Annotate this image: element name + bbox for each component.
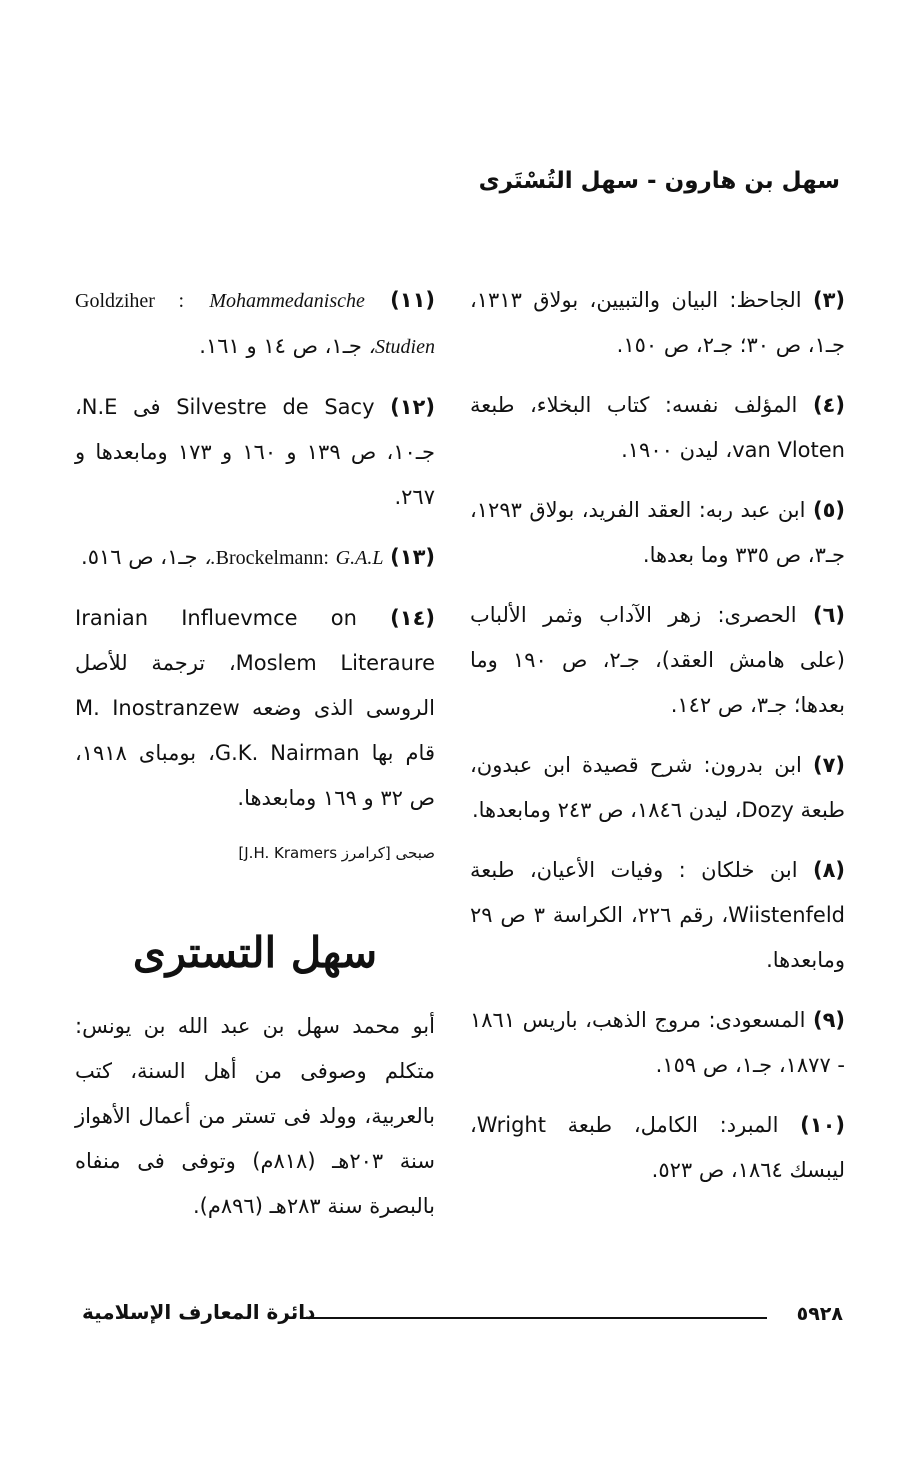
footnote-6: (٦) الحصرى: زهر الآداب وثمر الألباب (على هامش العقد)، جـ٢، ص ١٩٠ وما بعدها؛ جـ٣، ص ١٤٢.: [470, 603, 845, 717]
footnote-3: (٣) الجاحظ: البيان والتبيين، بولاق ١٣١٣، جـ١، ص ٣٠؛ جـ٢، ص ١٥٠.: [470, 288, 845, 357]
footer-rule: [300, 1317, 767, 1319]
footer-title: دائرة المعارف الإسلامية: [82, 1300, 316, 1324]
running-header: سهل بن هارون - سهل التُسْتَرى: [478, 168, 840, 194]
footnote-5: (٥) ابن عبد ربه: العقد الفريد، بولاق ١٢٩٣، جـ٣، ص ٣٣٥ وما بعدها.: [470, 498, 845, 567]
footnote-8: (٨) ابن خلكان : وفيات الأعيان، طبعة Wiistenfeld، رقم ٢٢٦، الكراسة ٣ ص ٢٩ ومابعدها.: [470, 858, 845, 972]
footnote-7: (٧) ابن بدرون: شرح قصيدة ابن عبدون، طبعة Dozy، ليدن ١٨٤٦، ص ٢٤٣ ومابعدها.: [470, 753, 845, 822]
footnote-14: (١٤) Iranian Influevmce on Moslem Literaure، ترجمة للأصل الروسى الذى وضعه M. Inostranzew قام بها G.K. Nairman، بومباى ١٩١٨، ص ٣٢ و ١٦٩ ومابعدها.: [75, 606, 435, 810]
left-column: [75, 278, 435, 1250]
footnote-13: (١٣) Brockelmann: G.A.L.، جـ١، ص ٥١٦.: [81, 545, 435, 569]
footnote-9: (٩) المسعودى: مروج الذهب، باريس ١٨٦١ - ١٨٧٧، جـ١، ص ١٥٩.: [470, 1008, 845, 1077]
footnote-11: (١١) Goldziher : Mohammedanische Studien، جـ١، ص ١٤ و ١٦١.: [75, 288, 435, 358]
footnote-12: (١٢) Silvestre de Sacy فى N.E، جـ١٠، ص ١٣٩ و ١٦٠ و ١٧٣ ومابعدها و ٢٦٧.: [75, 395, 435, 509]
page-number: ٥٩٢٨: [796, 1303, 843, 1325]
footnote-4: (٤) المؤلف نفسه: كتاب البخلاء، طبعة van Vloten، ليدن ١٩٠٠.: [470, 393, 845, 462]
section-title: سهل التسترى: [132, 928, 378, 977]
article-body: أبو محمد سهل بن عبد الله بن يونس: متكلم وصوفى من أهل السنة، كتب بالعربية، وولد فى تستر من أعمال الأهواز سنة ٢٠٣هـ (٨١٨م) وتوفى فى منفاه بالبصرة سنة ٢٨٣هـ (٨٩٦م).: [75, 1014, 435, 1218]
right-column: [470, 278, 845, 1208]
article-author: صبحى [كرامرز J.H. Kramers]: [238, 844, 435, 862]
footnote-10: (١٠) المبرد: الكامل، طبعة Wright، ليبسك ١٨٦٤، ص ٥٢٣.: [470, 1113, 845, 1182]
